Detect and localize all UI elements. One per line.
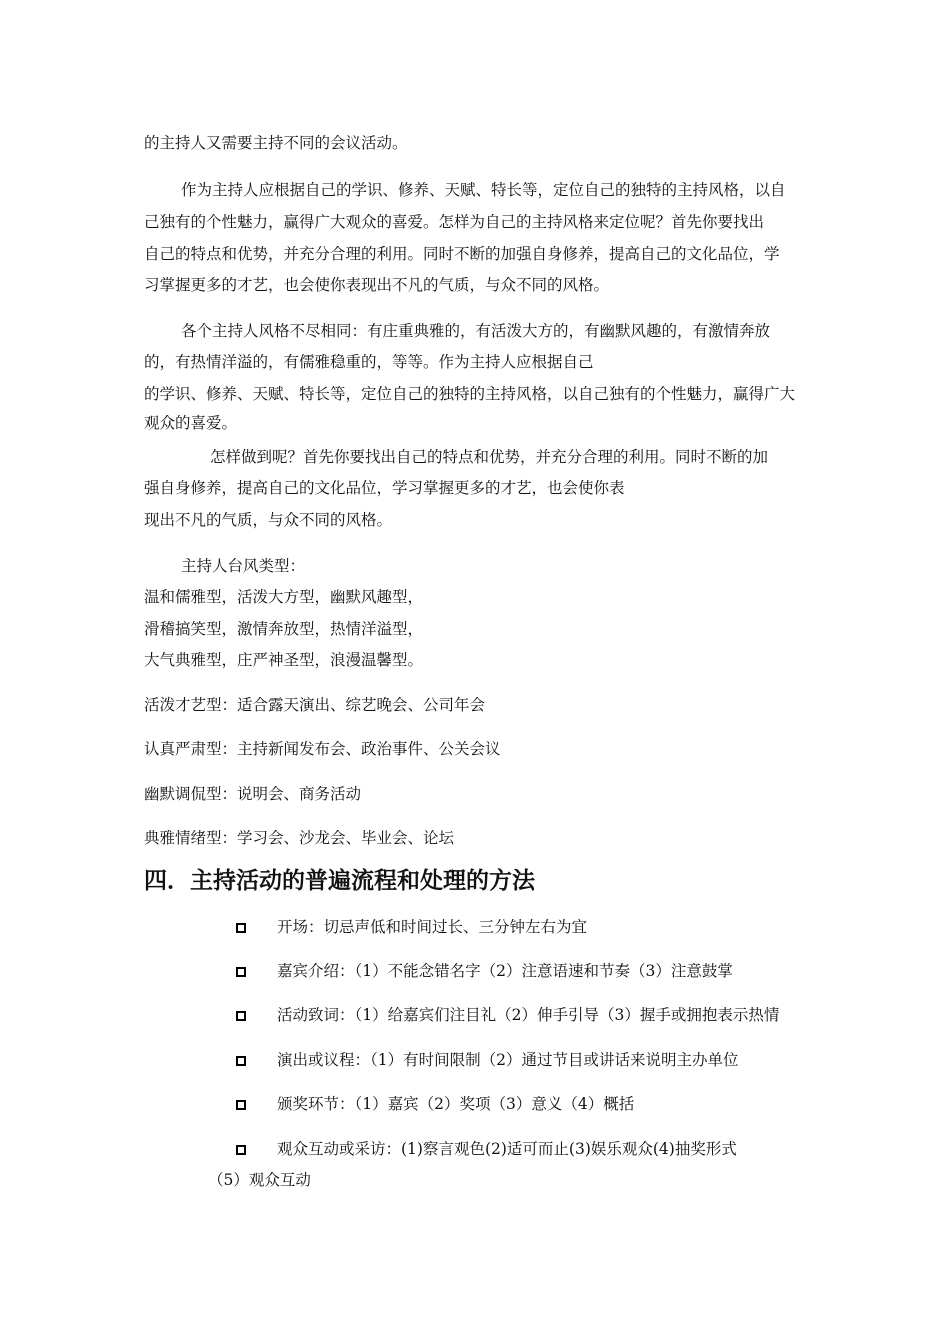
checkbox-icon: [236, 1011, 246, 1021]
paragraph-line: 大气典雅型，庄严神圣型，浪漫温馨型。: [144, 651, 424, 669]
checkbox-icon: [236, 1100, 246, 1110]
section-heading: 四．主持活动的普遍流程和处理的方法: [144, 868, 535, 894]
paragraph-line: 滑稽搞笑型，激情奔放型，热情洋溢型，: [144, 620, 424, 638]
paragraph-line: 自己的特点和优势，并充分合理的利用。同时不断的加强自身修养，提高自己的文化品位，学: [144, 245, 780, 263]
list-item: [236, 1050, 738, 1070]
paragraph-line: 的学识、修养、天赋、特长等，定位自己的独特的主持风格，以自己独有的个性魅力，赢得广大: [144, 385, 796, 403]
checkbox-icon: [236, 923, 246, 933]
list-item-text: 演出或议程：（1）有时间限制（2）通过节目或讲话来说明主办单位: [277, 1051, 739, 1069]
paragraph-line: 怎样做到呢？首先你要找出自己的特点和优势，并充分合理的利用。同时不断的加: [210, 448, 769, 466]
paragraph-line: 现出不凡的气质，与众不同的风格。: [144, 511, 393, 529]
list-item: [236, 917, 587, 937]
paragraph-line: 的，有热情洋溢的，有儒雅稳重的，等等。作为主持人应根据自己: [144, 353, 594, 371]
paragraph-line: 观众的喜爱。: [144, 414, 238, 432]
list-item: [236, 1094, 634, 1114]
list-item-text: 活动致词：（1）给嘉宾们注目礼（2）伸手引导（3）握手或拥抱表示热情: [277, 1006, 780, 1024]
checkbox-icon: [236, 1145, 246, 1155]
host-type-line: 典雅情绪型：学习会、沙龙会、毕业会、论坛: [144, 829, 455, 847]
list-item: [236, 1139, 737, 1159]
checkbox-icon: [236, 1056, 246, 1066]
paragraph-line: 强自身修养，提高自己的文化品位，学习掌握更多的才艺，也会使你表: [144, 479, 625, 497]
host-type-line: 活泼才艺型：适合露天演出、综艺晚会、公司年会: [144, 696, 486, 714]
paragraph-line: 温和儒雅型，活泼大方型，幽默风趣型，: [144, 588, 424, 606]
paragraph-line: 的主持人又需要主持不同的会议活动。: [144, 134, 408, 152]
list-item-text: 颁奖环节：（1）嘉宾（2）奖项（3）意义（4）概括: [277, 1095, 635, 1113]
list-item-text: 观众互动或采访：(1)察言观色(2)适可而止(3)娱乐观众(4)抽奖形式: [277, 1140, 737, 1158]
list-item: [236, 961, 733, 981]
paragraph-line: 主持人台风类型：: [181, 557, 306, 575]
list-item-text: 开场：切忌声低和时间过长、三分钟左右为宜: [277, 918, 588, 936]
paragraph-line: 作为主持人应根据自己的学识、修养、天赋、特长等，定位自己的独特的主持风格，以自: [181, 181, 786, 199]
host-type-line: 认真严肃型：主持新闻发布会、政治事件、公关会议: [144, 740, 501, 758]
host-type-line: 幽默调侃型：说明会、商务活动: [144, 785, 362, 803]
paragraph-line: 习掌握更多的才艺，也会使你表现出不凡的气质，与众不同的风格。: [144, 276, 610, 294]
list-item-text: 嘉宾介绍：（1）不能念错名字（2）注意语速和节奏（3）注意鼓掌: [277, 962, 733, 980]
checkbox-icon: [236, 967, 246, 977]
list-item: [236, 1005, 779, 1025]
paragraph-line: 己独有的个性魅力，赢得广大观众的喜爱。怎样为自己的主持风格来定位呢？首先你要找出: [144, 213, 765, 231]
paragraph-line: 各个主持人风格不尽相同：有庄重典雅的，有活泼大方的，有幽默风趣的，有激情奔放: [181, 322, 771, 340]
list-item-continuation: （5）观众互动: [208, 1171, 311, 1189]
